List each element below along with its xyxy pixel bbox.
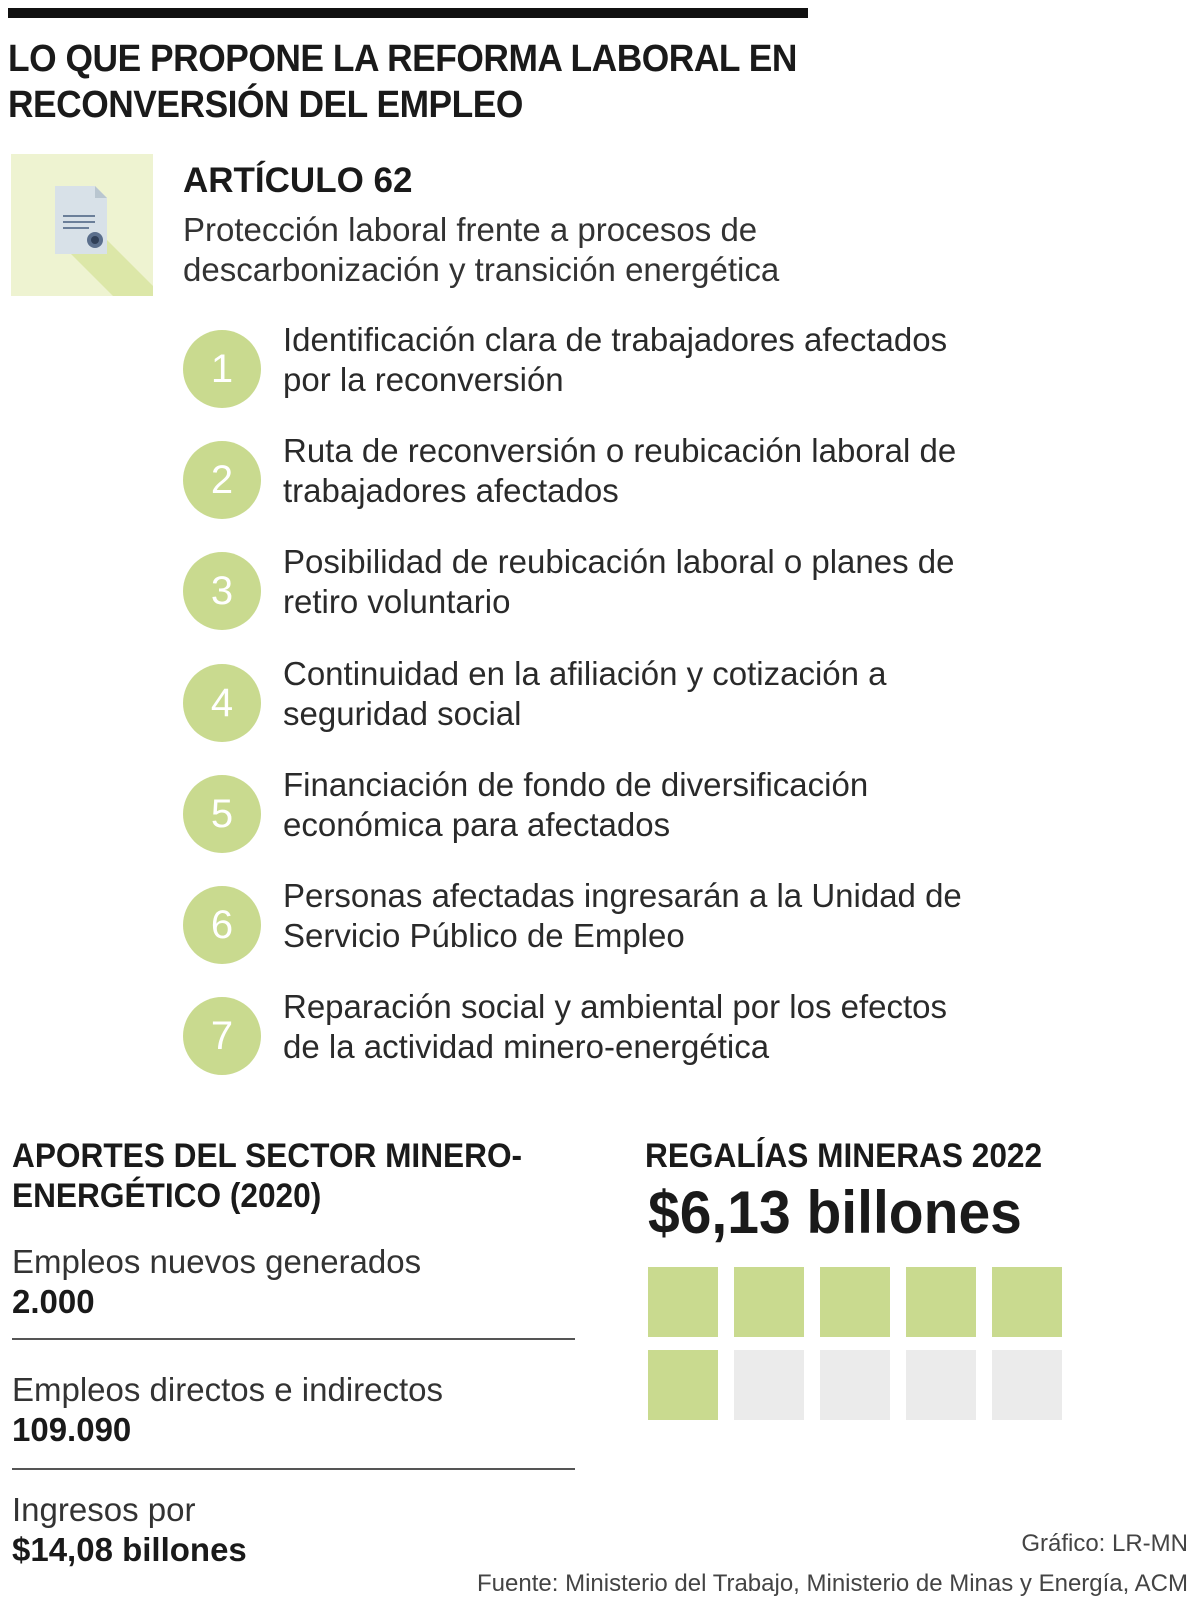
waffle-cell-empty (992, 1350, 1062, 1420)
waffle-cell-empty (906, 1350, 976, 1420)
waffle-cell-empty (820, 1350, 890, 1420)
page-title: LO QUE PROPONE LA REFORMA LABORAL EN RECONVERSIÓN DEL EMPLEO (8, 38, 797, 126)
waffle-cell-empty (734, 1350, 804, 1420)
stat-divider (12, 1468, 575, 1470)
item-number-badge: 6 (183, 886, 261, 964)
item-text: Personas afectadas ingresarán a la Unidad de Servicio Público de Empleo (283, 877, 962, 954)
top-rule (8, 8, 808, 18)
stat-new-jobs (12, 1242, 575, 1322)
item-text: Posibilidad de reubicación laboral o planes de retiro voluntario (283, 543, 955, 620)
item-number-badge: 7 (183, 997, 261, 1075)
stat-value: 109.090 (12, 1411, 132, 1448)
stat-divider (12, 1338, 575, 1340)
graphic-credit: Gráfico: LR-MN (1021, 1530, 1188, 1557)
list-item (183, 766, 963, 865)
item-number-badge: 2 (183, 441, 261, 519)
item-number-badge: 4 (183, 664, 261, 742)
royalties-value: $6,13 billones (648, 1179, 1022, 1246)
stat-label: Ingresos por (12, 1491, 196, 1528)
stat-income (12, 1490, 575, 1570)
royalties-title: REGALÍAS MINERAS 2022 (645, 1137, 1043, 1175)
item-number-badge: 5 (183, 775, 261, 853)
list-item (183, 655, 963, 754)
stat-total-jobs (12, 1370, 575, 1450)
item-text: Reparación social y ambiental por los efectos de la actividad minero-energética (283, 988, 948, 1065)
stat-value: $14,08 billones (12, 1531, 247, 1568)
stat-label: Empleos nuevos generados (12, 1243, 422, 1280)
list-item (183, 877, 963, 976)
list-item (183, 988, 963, 1087)
waffle-cell-filled (906, 1267, 976, 1337)
item-number-badge: 1 (183, 330, 261, 408)
waffle-cell-filled (992, 1267, 1062, 1337)
article-description: Protección laboral frente a procesos de descarbonización y transición energética (183, 211, 780, 288)
waffle-cell-filled (734, 1267, 804, 1337)
stat-value: 2.000 (12, 1283, 95, 1320)
item-number-badge: 3 (183, 552, 261, 630)
royalties-waffle (648, 1267, 1068, 1423)
list-item (183, 321, 963, 420)
waffle-cell-filled (820, 1267, 890, 1337)
article-number: ARTÍCULO 62 (183, 161, 413, 200)
item-text: Ruta de reconversión o reubicación laboral de trabajadores afectados (283, 432, 957, 509)
waffle-cell-filled (648, 1350, 718, 1420)
waffle-cell-filled (648, 1267, 718, 1337)
item-text: Financiación de fondo de diversificación económica para afectados (283, 766, 869, 843)
item-text: Identificación clara de trabajadores afectados por la reconversión (283, 321, 948, 398)
list-item (183, 543, 963, 642)
stat-label: Empleos directos e indirectos (12, 1371, 444, 1408)
list-item (183, 432, 963, 531)
source-note: Fuente: Ministerio del Trabajo, Ministerio de Minas y Energía, ACM (477, 1570, 1188, 1597)
article-icon-box (11, 154, 153, 296)
item-text: Continuidad en la afiliación y cotización a seguridad social (283, 655, 887, 732)
document-seal-icon (11, 154, 153, 296)
sector-title: APORTES DEL SECTOR MINERO-ENERGÉTICO (2020) (12, 1137, 523, 1215)
